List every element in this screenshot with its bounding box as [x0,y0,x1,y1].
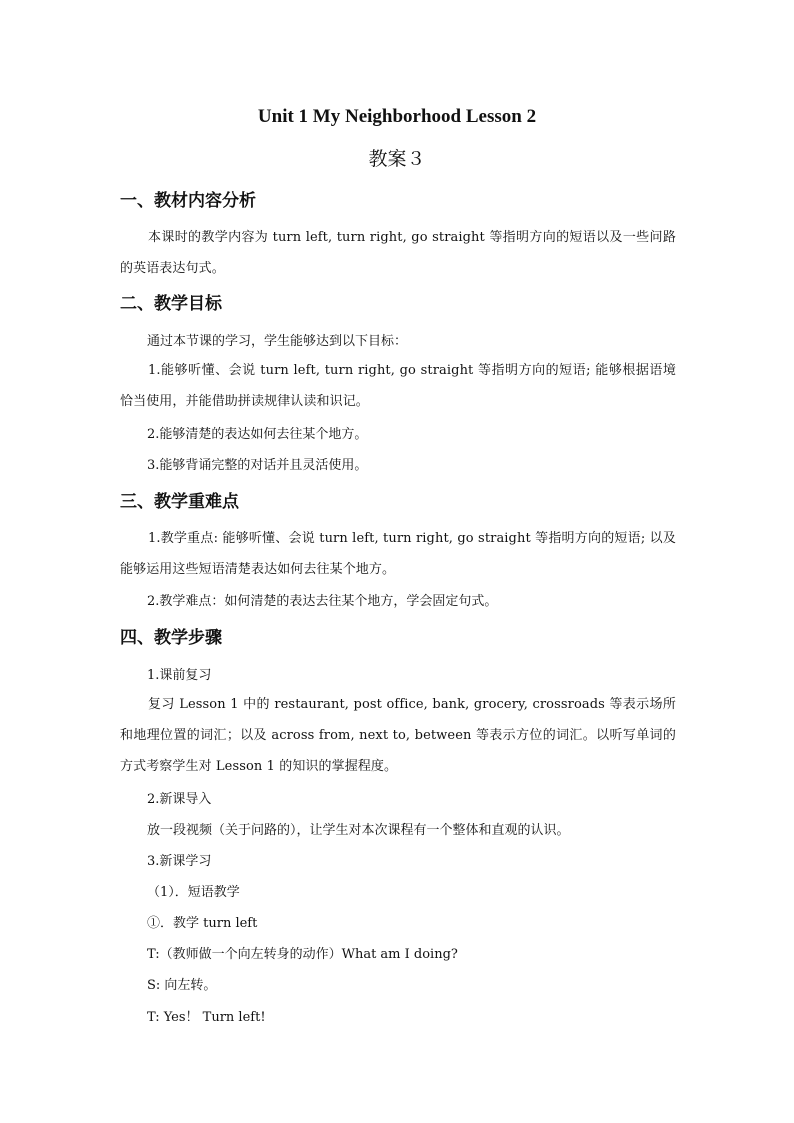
dialogue-line-student-1: S: 向左转。 [147,978,217,993]
step-2-label: 2.新课导入 [147,792,212,807]
step-2-text: 放一段视频（关于问路的），让学生对本次课程有一个整体和直观的认识。 [147,823,570,838]
step-3-label: 3.新课学习 [147,854,212,869]
section-2-item-3: 3.能够背诵完整的对话并且灵活使用。 [147,458,368,473]
section-3-item-2: 2.教学难点：如何清楚的表达去往某个地方，学会固定句式。 [147,594,498,609]
sub-step-1-label: （1）．短语教学 [147,885,240,900]
section-1-heading: 一、教材内容分析 [120,191,256,211]
section-2-item-1: 1.能够听懂、会说 turn left, turn right, go straight 等指明方向的短语; 能够根据语境恰当使用，并能借助拼读规律认读和识记。 [120,363,676,409]
document-subtitle: 教案３ [368,148,426,170]
sub-step-1a-label: ①．教学 turn left [147,916,258,931]
section-3-heading: 三、教学重难点 [120,492,239,512]
section-4-heading: 四、教学步骤 [120,628,222,648]
document-title: Unit 1 My Neighborhood Lesson 2 [257,106,537,127]
section-2-intro: 通过本节课的学习，学生能够达到以下目标： [147,334,408,349]
step-1-label: 1.课前复习 [147,668,212,683]
dialogue-line-teacher-2: T: Yes！ Turn left! [147,1010,266,1025]
section-3-item-1: 1.教学重点: 能够听懂、会说 turn left, turn right, go straight 等指明方向的短语; 以及能够运用这些短语清楚表达如何去往某个地方。 [120,531,676,577]
step-1-text: 复习 Lesson 1 中的 restaurant, post office, bank, grocery, crossroads 等表示场所和地理位置的词汇；以及 across from, next to, between 等表示方位的词汇。以听写单词的方式考察学生对 Lesson 1 的知识的掌握程度。 [120,697,676,774]
section-2-item-2: 2.能够清楚的表达如何去往某个地方。 [147,427,368,442]
dialogue-line-teacher-1: T:（教师做一个向左转身的动作）What am I doing? [147,947,458,962]
section-2-heading: 二、教学目标 [120,294,222,314]
section-1-paragraph: 本课时的教学内容为 turn left, turn right, go straight 等指明方向的短语以及一些问路的英语表达句式。 [120,230,676,276]
